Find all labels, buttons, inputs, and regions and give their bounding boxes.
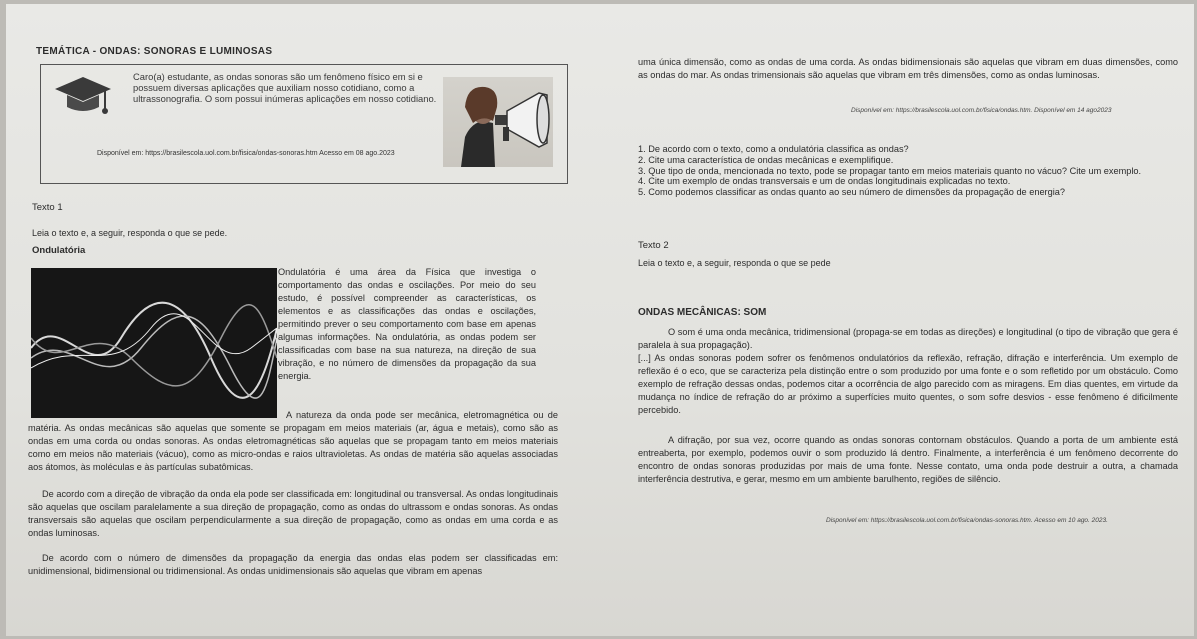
- text1-continuation: uma única dimensão, como as ondas de uma corda. As ondas bidimensionais são aquelas que vibram em duas dimensões, como as ondas do mar. As ondas trimensionais são aquelas que vibram em três dimensões, como as ondas luminosas.: [638, 57, 1178, 80]
- question-4: 4. Cite um exemplo de ondas transversais e um de ondas longitudinais explicadas no texto.: [638, 176, 1011, 187]
- graduation-cap-icon: [53, 71, 113, 121]
- intro-box: [40, 64, 568, 184]
- worksheet-page: [6, 4, 1194, 636]
- intro-source: Disponível em: https://brasilescola.uol.com.br/fisica/ondas-sonoras.htm Acesso em 08 ago.2023: [97, 150, 395, 157]
- text2-heading: ONDAS MECÂNICAS: SOM: [638, 307, 767, 318]
- text1-label: Texto 1: [32, 202, 63, 213]
- text1-paragraph-4: De acordo com o número de dimensões da propagação da energia das ondas elas podem ser classificadas em: unidimensional, bidimensional ou tridimensional. As ondas unidimensionais são aquelas que vibram em apenas: [28, 553, 558, 576]
- waves-image: [31, 268, 277, 418]
- text2-instruction: Leia o texto e, a seguir, responda o que se pede: [638, 258, 831, 268]
- text1-paragraph-2: A natureza da onda pode ser mecânica, eletromagnética ou de matéria. As ondas mecânicas são aquelas que somente se propagam em meios materiais (ar, água e metais), como são as ondas em uma corda ou ondas sonoras. As ondas eletromagnéticas são aquelas que se propagam tanto em meios materiais como em meios não materiais (vácuo), como as micro-ondas e raios ultravioletas. As ondas de matéria são aquelas associadas aos átomos, às moléculas e às partículas subatômicas.: [28, 410, 558, 472]
- text2-source: Disponível em: https://brasilescola.uol.com.br/fisica/ondas-sonoras.htm. Acesso em 10 ago. 2023.: [826, 517, 1108, 524]
- question-3: 3. Que tipo de onda, mencionada no texto, pode se propagar tanto em meios materiais quanto no vácuo? Cite um exemplo.: [638, 165, 1142, 176]
- text2-paragraph-2: [...] As ondas sonoras podem sofrer os fenômenos ondulatórios da reflexão, refração, difração e interferência. Um exemplo de reflexão é o eco, que se caracteriza pela distinção entre o som produzido por uma fonte e o som refletido por um obstáculo. Como exemplo de refração dessas ondas, podemos citar a ocorrência de algo parecido com as miragens. Em dias quentes, em virtude da mudança no índice de refração do ar próximo a superfícies muito quentes, o som sofre desvios - esse fenômeno é dificilmente percebido.: [638, 353, 1178, 415]
- text1-paragraph-3: De acordo com a direção de vibração da onda ela pode ser classificada em: longitudinal ou transversal. As ondas longitudinais são aquelas que oscilam paralelamente a sua direção de propagação, como as ondas do ultrassom e ondas sonoras. As ondas transversais são aquelas que oscilam perpendicularmente a sua direção de propagação, como as ondas em uma corda e as ondas luminosas.: [28, 489, 558, 538]
- questions-list: [638, 144, 1178, 198]
- intro-text: Caro(a) estudante, as ondas sonoras são um fenômeno físico em si e possuem diversas aplicações que auxiliam nosso cotidiano, como a ultrassonografia. O som possui inúmeras aplicações em nosso cotidiano.: [133, 71, 437, 104]
- text1-source: Disponível em: https://brasilescola.uol.com.br/fisica/ondas.htm. Disponível em 14 ago2023: [851, 107, 1112, 114]
- text2-paragraph-1: O som é uma onda mecânica, tridimensional (propaga-se em todas as direções) e longitudinal (o tipo de vibração que gera é paralela à sua propagação).: [638, 327, 1178, 350]
- question-2: 2. Cite uma característica de ondas mecânicas e exemplifique.: [638, 154, 894, 165]
- text2-label: Texto 2: [638, 240, 669, 251]
- theme-title: TEMÁTICA - ONDAS: SONORAS E LUMINOSAS: [36, 46, 273, 57]
- megaphone-photo: [443, 77, 553, 167]
- text1-instruction: Leia o texto e, a seguir, responda o que se pede.: [32, 228, 228, 238]
- text2-paragraph-3: A difração, por sua vez, ocorre quando as ondas sonoras contornam obstáculos. Quando a porta de um ambiente está entreaberta, por exemplo, podemos ouvir o som produzido lá dentro. Finalmente, a interferência é um fenômeno decorrente do encontro de ondas sonoras produzidas por mais de uma fonte. Nesse contato, uma onda pode destruir a outra, a chamada interferência destrutiva, e gerar, mesmo em um ambiente barulhento, regiões de silêncio.: [638, 435, 1178, 484]
- text1-heading: Ondulatória: [32, 245, 86, 256]
- question-5: 5. Como podemos classificar as ondas quanto ao seu número de dimensões da propagação de energia?: [638, 187, 1065, 198]
- text1-paragraph-1: Ondulatória é uma área da Física que investiga o comportamento das ondas e oscilações. Por meio do seu estudo, é possível compreender as características, os elementos e as classificações das ondas e oscilações, permitindo prever o seu comportamento com base em apenas algumas informações. Na ondulatória, as ondas podem ser classificadas com base na sua natureza, na direção de sua vibração, e no número de dimensões da propagação da sua energia.: [278, 267, 536, 381]
- question-1: 1. De acordo com o texto, como a ondulatória classifica as ondas?: [638, 144, 909, 154]
